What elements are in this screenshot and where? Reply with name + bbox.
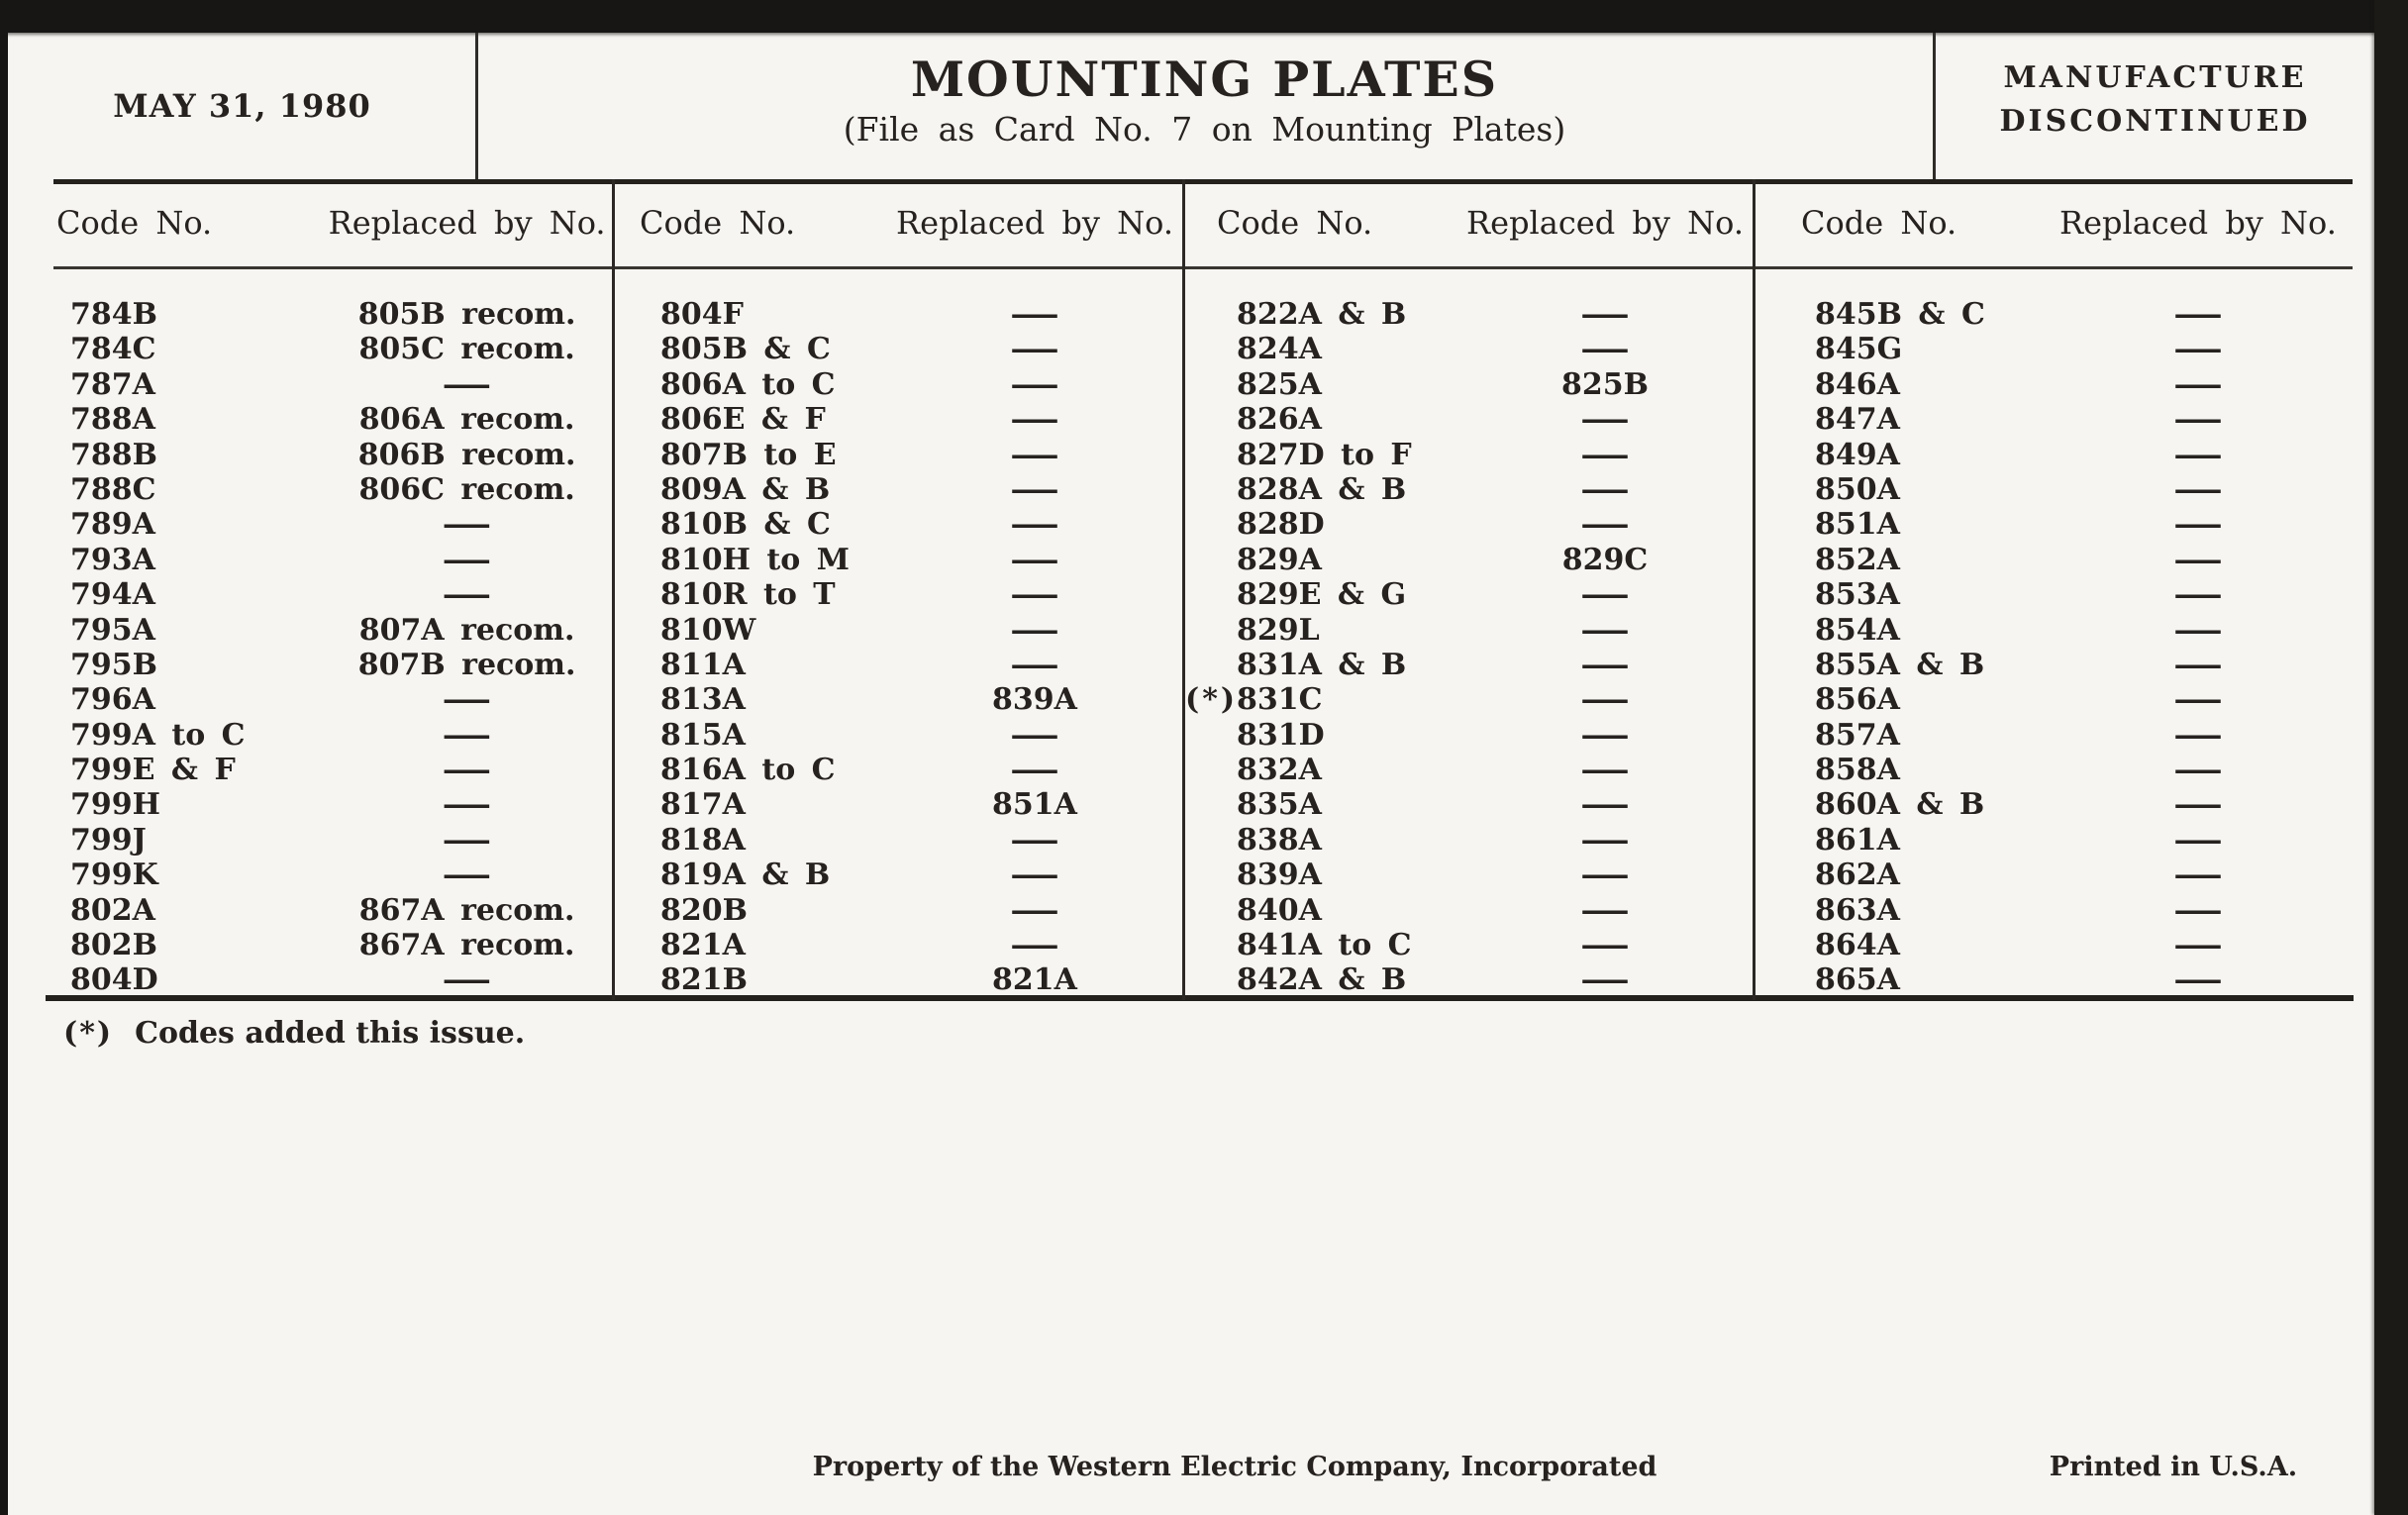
replaced-cell: 851A	[992, 787, 1077, 823]
replaced-cell: —	[1579, 753, 1631, 788]
table-row	[1756, 928, 2354, 962]
table-row	[615, 438, 1182, 472]
code-cell: 807B to E	[660, 437, 837, 472]
code-cell: 787A	[70, 366, 155, 402]
table-rows	[54, 297, 612, 998]
table-row	[54, 823, 612, 858]
table-row	[615, 648, 1182, 682]
code-cell: 851A	[1815, 507, 1900, 543]
code-cell: 802A	[70, 892, 155, 928]
code-cell: 860A & B	[1815, 787, 1985, 823]
table-row	[1756, 472, 2354, 507]
code-cell: 829L	[1237, 612, 1320, 648]
table-row	[1756, 543, 2354, 577]
replaced-cell: —	[1579, 577, 1631, 613]
code-cell: 816A to C	[660, 753, 836, 788]
code-cell: 799K	[70, 858, 158, 893]
table-row	[1756, 962, 2354, 997]
table-row	[1756, 297, 2354, 332]
code-cell: 831D	[1237, 717, 1325, 753]
replaced-cell: —	[1009, 858, 1060, 893]
replaced-cell: 805C recom.	[358, 332, 575, 367]
code-cell: 857A	[1815, 717, 1900, 753]
replaced-cell: 825B	[1561, 366, 1649, 402]
replaced-cell: —	[1009, 577, 1060, 613]
code-cell: 793A	[70, 542, 155, 577]
replaced-cell: —	[2172, 858, 2224, 893]
replaced-cell: —	[1009, 892, 1060, 928]
table-row	[615, 367, 1182, 402]
table-row	[615, 297, 1182, 332]
table-row	[54, 613, 612, 648]
code-cell: 846A	[1815, 366, 1900, 402]
replaced-cell: —	[1579, 471, 1631, 507]
table-row	[1185, 332, 1753, 366]
code-cell: 794A	[70, 577, 155, 613]
table-row	[1756, 823, 2354, 858]
column-header-row	[1185, 201, 1753, 245]
date-cell	[8, 33, 476, 179]
table-row	[1185, 718, 1753, 753]
code-cell: 852A	[1815, 542, 1900, 577]
code-cell: 821B	[660, 962, 748, 998]
code-cell: 804D	[70, 962, 158, 998]
code-cell: 799E & F	[70, 753, 236, 788]
code-cell: 813A	[660, 682, 746, 718]
table-row	[54, 893, 612, 928]
table-row	[1185, 297, 1753, 332]
code-cell: 838A	[1237, 822, 1322, 858]
table-row	[54, 928, 612, 962]
code-cell: 795B	[70, 647, 157, 682]
code-cell: 820B	[660, 892, 748, 928]
replaced-cell: —	[1579, 892, 1631, 928]
code-cell: 850A	[1815, 471, 1900, 507]
table-row	[1185, 858, 1753, 892]
replaced-cell: —	[1579, 507, 1631, 543]
issue-date: MAY 31, 1980	[113, 87, 371, 125]
code-cell: 827D to F	[1237, 437, 1412, 472]
table-row	[1756, 787, 2354, 822]
replaced-cell: 805B recom.	[357, 297, 576, 332]
table-row	[615, 928, 1182, 962]
replaced-cell: —	[2172, 753, 2224, 788]
replaced-cell: —	[1009, 402, 1060, 438]
table-row	[1185, 613, 1753, 648]
replaced-cell: —	[1009, 928, 1060, 963]
replaced-cell: 829C	[1561, 542, 1649, 577]
column-header-replaced: Replaced by No.	[2058, 204, 2337, 242]
replaced-cell: —	[2172, 366, 2224, 402]
code-cell: 810R to T	[660, 577, 836, 613]
status-line-1: MANUFACTURE	[2003, 60, 2307, 95]
table-row	[1756, 438, 2354, 472]
replaced-cell: —	[1579, 402, 1631, 438]
replaced-cell: —	[442, 682, 493, 718]
replaced-cell: —	[1009, 753, 1060, 788]
table-row	[615, 577, 1182, 612]
table-row	[54, 402, 612, 437]
replaced-cell: —	[1009, 366, 1060, 402]
new-code-marker: (*)	[1185, 682, 1239, 718]
page-subtitle: (File as Card No. 7 on Mounting Plates)	[843, 110, 1566, 149]
table-row	[1185, 402, 1753, 437]
code-cell: 854A	[1815, 612, 1900, 648]
code-cell: 809A & B	[660, 471, 831, 507]
code-cell: 829A	[1237, 542, 1322, 577]
table-row	[54, 962, 612, 997]
table-row	[1756, 577, 2354, 612]
code-cell: 839A	[1237, 858, 1322, 893]
table-row	[1185, 962, 1753, 997]
replaced-cell: —	[442, 787, 493, 823]
table-row	[54, 648, 612, 682]
table-row	[615, 718, 1182, 753]
code-cell: 829E & G	[1237, 577, 1407, 613]
code-cell: 849A	[1815, 437, 1900, 472]
code-cell: 789A	[70, 507, 155, 543]
code-cell: 821A	[660, 928, 746, 963]
replaced-cell: —	[442, 753, 493, 788]
code-cell: 810W	[660, 612, 756, 648]
replaced-cell: —	[1009, 507, 1060, 543]
scan-top-edge	[0, 0, 2408, 33]
code-cell: 784C	[70, 332, 156, 367]
table-row	[54, 858, 612, 892]
column-group-3	[1185, 179, 1753, 1000]
replaced-cell: —	[2172, 717, 2224, 753]
code-cell: 845B & C	[1815, 297, 1985, 332]
table-row	[1185, 928, 1753, 962]
column-header-code: Code No.	[56, 204, 213, 242]
table-row	[1756, 753, 2354, 787]
code-cell: 853A	[1815, 577, 1900, 613]
replaced-cell: —	[1579, 717, 1631, 753]
replaced-cell: —	[1579, 962, 1631, 998]
table-row	[615, 787, 1182, 822]
replaced-cell: —	[1579, 787, 1631, 823]
table-row	[615, 893, 1182, 928]
replaced-cell: —	[1579, 647, 1631, 682]
replaced-cell: —	[2172, 647, 2224, 682]
code-cell: 825A	[1237, 366, 1322, 402]
replaced-cell: 867A recom.	[358, 892, 575, 928]
table-row	[615, 613, 1182, 648]
table-row	[1756, 893, 2354, 928]
code-cell: 845G	[1815, 332, 1903, 367]
replaced-cell: —	[1009, 437, 1060, 472]
replaced-cell: —	[442, 858, 493, 893]
replaced-cell: —	[1009, 471, 1060, 507]
footer-printed-in: Printed in U.S.A.	[2049, 1452, 2298, 1482]
table-row	[54, 507, 612, 542]
replaced-cell: —	[2172, 822, 2224, 858]
table-rows	[615, 297, 1182, 998]
code-cell: 802B	[70, 928, 157, 963]
replaced-cell: —	[442, 822, 493, 858]
code-cell: 835A	[1237, 787, 1322, 823]
code-cell: 788A	[70, 402, 155, 438]
status-line-2: DISCONTINUED	[1999, 104, 2311, 139]
column-header-replaced: Replaced by No.	[896, 204, 1173, 242]
table-rows	[1185, 297, 1753, 998]
code-cell: 805B & C	[660, 332, 831, 367]
code-cell: 799A to C	[70, 717, 246, 753]
footnote-marker: (*)	[63, 1016, 114, 1051]
replaced-cell: —	[1009, 647, 1060, 682]
column-header-code: Code No.	[1217, 204, 1373, 242]
code-cell: 810B & C	[660, 507, 831, 543]
table-row	[615, 543, 1182, 577]
table-row	[615, 402, 1182, 437]
replaced-cell: 806A recom.	[358, 402, 575, 438]
table-row	[1756, 648, 2354, 682]
status-badge	[1936, 33, 2374, 179]
table-row	[1185, 367, 1753, 402]
table-row	[54, 297, 612, 332]
table-row	[54, 543, 612, 577]
table-row	[1185, 893, 1753, 928]
replaced-cell: —	[1579, 822, 1631, 858]
column-header-row	[1756, 201, 2354, 245]
replaced-cell: —	[1579, 297, 1631, 332]
replaced-cell: —	[442, 577, 493, 613]
table-row	[1756, 402, 2354, 437]
column-group-4	[1756, 179, 2354, 1000]
code-cell: 831A & B	[1237, 647, 1407, 682]
replaced-cell: —	[2172, 928, 2224, 963]
table-row	[54, 472, 612, 507]
column-header-replaced: Replaced by No.	[1466, 204, 1744, 242]
replaced-cell: —	[2172, 577, 2224, 613]
code-cell: 810H to M	[660, 542, 850, 577]
title-cell	[476, 33, 1933, 179]
replaced-cell: 867A recom.	[358, 928, 575, 963]
replaced-cell: 806B recom.	[357, 437, 576, 472]
code-cell: 841A to C	[1237, 928, 1412, 963]
table-row	[54, 438, 612, 472]
table-row	[1756, 367, 2354, 402]
code-cell: 864A	[1815, 928, 1900, 963]
replaced-cell: —	[442, 366, 493, 402]
replaced-cell: —	[1009, 542, 1060, 577]
table-row	[1756, 332, 2354, 366]
column-header-row	[615, 201, 1182, 245]
table-row	[615, 332, 1182, 366]
replaced-cell: —	[1579, 332, 1631, 367]
replaced-cell: 807A recom.	[358, 612, 575, 648]
table-row	[615, 962, 1182, 997]
code-cell: 828A & B	[1237, 471, 1407, 507]
column-header-code: Code No.	[1801, 204, 1957, 242]
code-cell: 819A & B	[660, 858, 831, 893]
code-cell: 855A & B	[1815, 647, 1985, 682]
replaced-cell: —	[2172, 507, 2224, 543]
replaced-cell: —	[1579, 928, 1631, 963]
column-group-1	[54, 179, 612, 1000]
table-row	[615, 472, 1182, 507]
code-cell: 817A	[660, 787, 746, 823]
code-cell: 832A	[1237, 753, 1322, 788]
code-cell: 804F	[660, 297, 744, 332]
code-cell: 865A	[1815, 962, 1900, 998]
replaced-cell: —	[2172, 471, 2224, 507]
replaced-cell: 839A	[992, 682, 1077, 718]
table-rows	[1756, 297, 2354, 998]
footer-property-notice: Property of the Western Electric Company, Incorporated	[812, 1452, 1657, 1482]
replaced-cell: —	[1009, 822, 1060, 858]
table-row	[1185, 507, 1753, 542]
code-cell: 784B	[70, 297, 157, 332]
table-row	[615, 858, 1182, 892]
footnote	[63, 1016, 525, 1051]
footnote-text: Codes added this issue.	[135, 1016, 526, 1051]
replaced-cell: —	[442, 962, 493, 998]
table-row	[1185, 823, 1753, 858]
table-row	[615, 682, 1182, 717]
table-row	[1756, 718, 2354, 753]
code-cell: 795A	[70, 612, 155, 648]
replaced-cell: —	[1579, 612, 1631, 648]
code-cell: 796A	[70, 682, 155, 718]
table-row	[1185, 787, 1753, 822]
table-row	[54, 718, 612, 753]
table-row	[1185, 438, 1753, 472]
replaced-cell: —	[442, 542, 493, 577]
table-row	[615, 823, 1182, 858]
code-cell: 799J	[70, 822, 147, 858]
replaced-cell: —	[442, 507, 493, 543]
column-header-replaced: Replaced by No.	[328, 204, 606, 242]
replaced-cell: —	[1009, 717, 1060, 753]
replaced-cell: —	[1579, 858, 1631, 893]
table-row	[1756, 682, 2354, 717]
replaced-cell: —	[1009, 332, 1060, 367]
code-cell: 806A to C	[660, 366, 836, 402]
code-cell: 862A	[1815, 858, 1900, 893]
code-cell: 861A	[1815, 822, 1900, 858]
code-cell: 788C	[70, 471, 156, 507]
code-cell: 858A	[1815, 753, 1900, 788]
replaced-cell: —	[2172, 892, 2224, 928]
table-row	[1756, 613, 2354, 648]
replaced-cell: 821A	[992, 962, 1077, 998]
replaced-cell: —	[2172, 402, 2224, 438]
table-row	[1185, 753, 1753, 787]
column-header-row	[54, 201, 612, 245]
replaced-cell: —	[442, 717, 493, 753]
table-row	[54, 787, 612, 822]
table-row	[54, 753, 612, 787]
replaced-cell: —	[2172, 332, 2224, 367]
table-row	[1185, 472, 1753, 507]
table-row	[615, 507, 1182, 542]
code-cell: 811A	[660, 647, 746, 682]
replaced-cell: —	[2172, 682, 2224, 718]
code-cell: 856A	[1815, 682, 1900, 718]
table-row	[1185, 682, 1753, 717]
code-cell: 799H	[70, 787, 160, 823]
replaced-cell: 806C recom.	[358, 471, 575, 507]
code-cell: 822A & B	[1237, 297, 1407, 332]
page-title: MOUNTING PLATES	[910, 50, 1499, 108]
table-row	[1185, 648, 1753, 682]
table-row	[54, 367, 612, 402]
code-cell: 847A	[1815, 402, 1900, 438]
table-row	[54, 682, 612, 717]
table-row	[1756, 858, 2354, 892]
replaced-cell: —	[2172, 437, 2224, 472]
table-row	[1185, 543, 1753, 577]
replaced-cell: —	[1009, 297, 1060, 332]
replaced-cell: —	[2172, 962, 2224, 998]
replaced-cell: —	[2172, 787, 2224, 823]
code-cell: 840A	[1237, 892, 1322, 928]
code-cell: 828D	[1237, 507, 1325, 543]
replaced-cell: —	[1579, 682, 1631, 718]
code-cell: 826A	[1237, 402, 1322, 438]
code-cell: 818A	[660, 822, 746, 858]
code-cell: 842A & B	[1237, 962, 1407, 998]
table-row	[615, 753, 1182, 787]
table-row	[54, 577, 612, 612]
table-row	[54, 332, 612, 366]
code-cell: 824A	[1237, 332, 1322, 367]
column-group-2	[615, 179, 1182, 1000]
code-cell: 815A	[660, 717, 746, 753]
replaced-cell: 807B recom.	[357, 647, 576, 682]
code-cell: 806E & F	[660, 402, 826, 438]
replaced-cell: —	[2172, 612, 2224, 648]
replaced-cell: —	[1009, 612, 1060, 648]
replaced-cell: —	[1579, 437, 1631, 472]
replaced-cell: —	[2172, 297, 2224, 332]
code-cell: 788B	[70, 437, 157, 472]
replaced-cell: —	[2172, 542, 2224, 577]
scan-left-edge	[0, 0, 8, 1515]
column-header-code: Code No.	[640, 204, 796, 242]
code-cell: 863A	[1815, 892, 1900, 928]
table-row	[1185, 577, 1753, 612]
code-cell: (*) 831C	[1185, 682, 1323, 718]
table-row	[1756, 507, 2354, 542]
